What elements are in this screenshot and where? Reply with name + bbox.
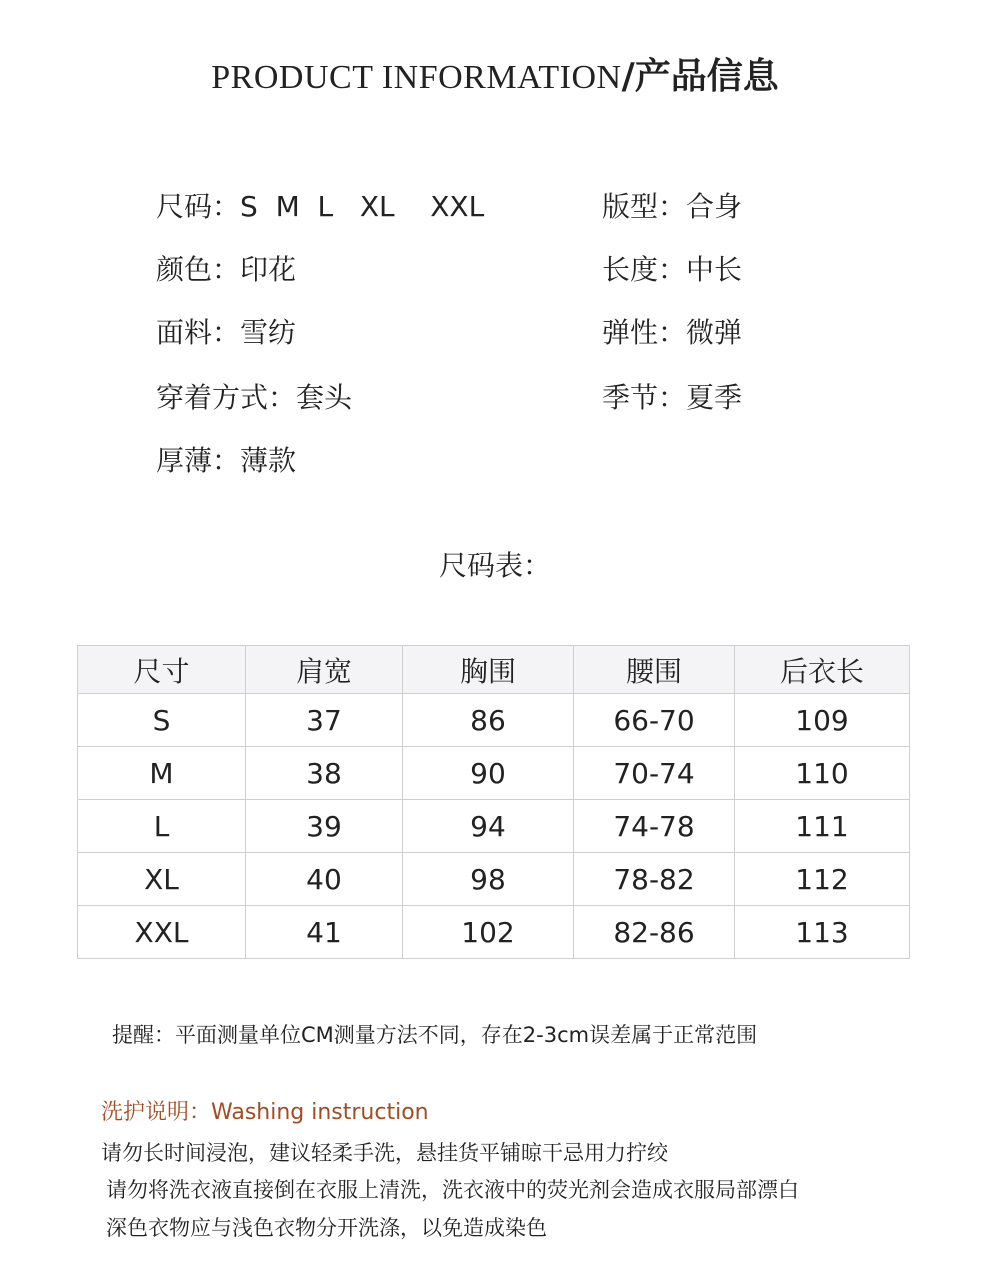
washing-line: 请勿长时间浸泡，建议轻柔手洗，悬挂货平铺晾干忌用力拧绞 (101, 1141, 668, 1165)
table-cell: 112 (735, 853, 910, 906)
table-cell: 74-78 (574, 800, 735, 853)
table-cell: 90 (403, 747, 574, 800)
table-cell: XXL (78, 906, 246, 959)
measurement-note: 提醒：平面测量单位CM测量方法不同，存在2-3cm误差属于正常范围 (112, 1023, 758, 1047)
size-table (77, 645, 910, 959)
table-cell: 38 (246, 747, 403, 800)
washing-title: 洗护说明：Washing instruction (101, 1100, 429, 1125)
table-cell: 94 (403, 800, 574, 853)
table-cell: 111 (735, 800, 910, 853)
table-row (78, 694, 910, 747)
header-bust: 胸围 (403, 646, 574, 694)
attr-color: 颜色：印花 (156, 253, 297, 286)
table-cell: 109 (735, 694, 910, 747)
table-cell: 110 (735, 747, 910, 800)
table-cell: 82-86 (574, 906, 735, 959)
table-cell: 41 (246, 906, 403, 959)
table-cell: 102 (403, 906, 574, 959)
table-cell: S (78, 694, 246, 747)
attr-size: 尺码：S M L XL XXL (156, 190, 485, 223)
table-row (78, 800, 910, 853)
attr-fit: 版型：合身 (602, 190, 743, 223)
table-cell: 70-74 (574, 747, 735, 800)
title-english: PRODUCT INFORMATION (211, 59, 622, 96)
attr-elasticity: 弹性：微弹 (602, 316, 743, 349)
table-cell: 78-82 (574, 853, 735, 906)
size-chart-title: 尺码表： (438, 549, 551, 582)
table-cell: 37 (246, 694, 403, 747)
header-size: 尺寸 (78, 646, 246, 694)
header-length: 后衣长 (735, 646, 910, 694)
attr-thickness: 厚薄：薄款 (156, 444, 297, 477)
washing-line: 请勿将洗衣液直接倒在衣服上清洗，洗衣液中的荧光剂会造成衣服局部漂白 (106, 1178, 799, 1202)
table-cell: 40 (246, 853, 403, 906)
table-row (78, 747, 910, 800)
table-cell: L (78, 800, 246, 853)
title-chinese: /产品信息 (621, 56, 779, 97)
table-cell: 86 (403, 694, 574, 747)
table-row (78, 906, 910, 959)
header-shoulder: 肩宽 (246, 646, 403, 694)
table-cell: 66-70 (574, 694, 735, 747)
table-header-row (78, 646, 910, 694)
table-cell: 98 (403, 853, 574, 906)
washing-line: 深色衣物应与浅色衣物分开洗涤，以免造成染色 (106, 1216, 547, 1240)
attr-season: 季节：夏季 (602, 381, 743, 414)
page-title (0, 52, 990, 108)
table-cell: M (78, 747, 246, 800)
attr-wear-style: 穿着方式：套头 (156, 381, 353, 414)
attr-fabric: 面料：雪纺 (156, 316, 297, 349)
table-cell: 39 (246, 800, 403, 853)
table-cell: 113 (735, 906, 910, 959)
attr-length: 长度：中长 (602, 253, 743, 286)
table-row (78, 853, 910, 906)
table-cell: XL (78, 853, 246, 906)
header-waist: 腰围 (574, 646, 735, 694)
